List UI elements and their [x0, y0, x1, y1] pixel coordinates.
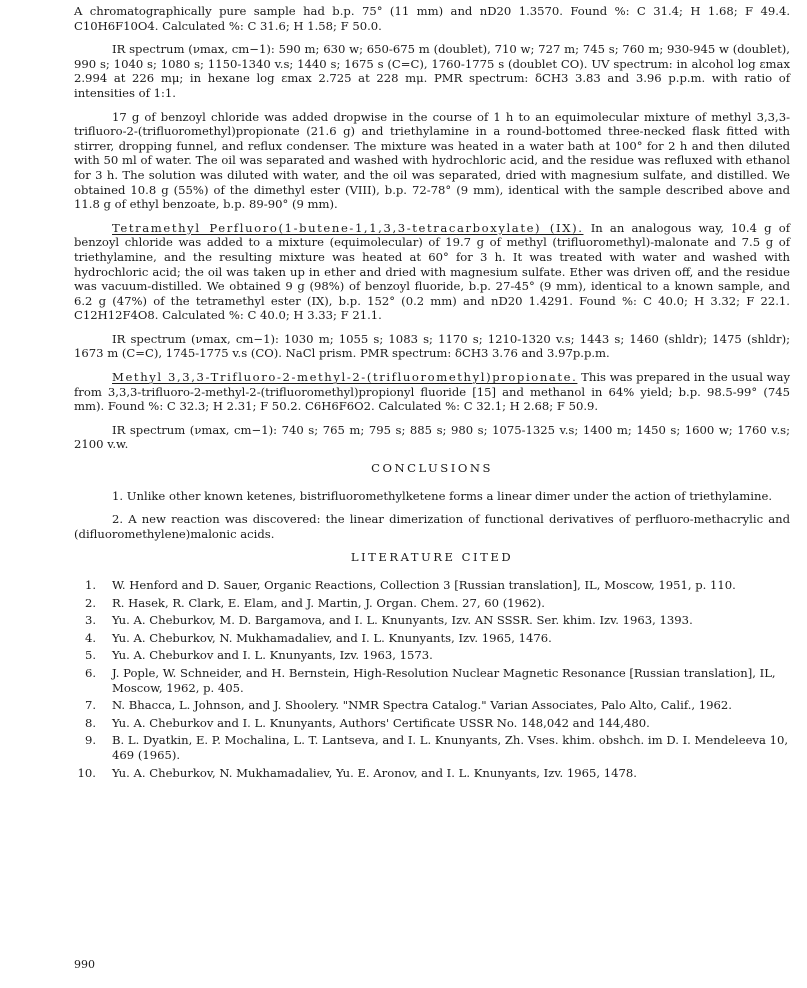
- reference-number: 4.: [84, 630, 96, 645]
- paragraph-compound-ix-spectrum: IR spectrum (νmax, cm−1): 1030 m; 1055 s; 1083 s; 1170 s; 1210-1320 v.s; 1443 s; 1460 (shldr); 1475 (shldr); 1673 m (C=C), 1745-1775 v.s (CO). NaCl prism. PMR spectrum: δCH3 3.76 and 3.97p.p.m.: [74, 331, 790, 361]
- reference-number: 6.: [84, 665, 96, 680]
- reference-text: R. Hasek, R. Clark, E. Elam, and J. Martin, J. Organ. Chem. 27, 60 (1962).: [112, 595, 545, 610]
- reference-text: N. Bhacca, L. Johnson, and J. Shoolery. "NMR Spectra Catalog." Varian Associates, Palo Alto, Calif., 1962.: [112, 698, 732, 713]
- reference-number: 5.: [84, 648, 96, 663]
- reference-item: [74, 578, 790, 593]
- reference-item: [74, 631, 790, 646]
- reference-item: [74, 716, 790, 731]
- reference-item: [74, 733, 790, 762]
- conclusion-item-2: 2. A new reaction was discovered: the linear dimerization of functional derivatives of perfluoro-methacrylic and (difluoromethylene)malonic acids.: [74, 512, 790, 541]
- reference-item: [74, 596, 790, 611]
- reference-text: Yu. A. Cheburkov, M. D. Bargamova, and I. L. Knunyants, Izv. AN SSSR. Ser. khim. Izv. 1963, 1393.: [112, 613, 693, 628]
- compound-ix-title: Tetramethyl Perfluoro(1-butene-1,1,3,3-tetracarboxylate) (IX).: [112, 220, 584, 235]
- paragraph-benzoyl-procedure: 17 g of benzoyl chloride was added dropwise in the course of 1 h to an equimolecular mixture of methyl 3,3,3-trifluoro-2-(trifluoromethyl)propionate (21.6 g) and triethylamine in a round-bottomed three-necked flask fitted with stirrer, dropping funnel, and reflux condenser. The mixture was heated in a water bath at 100° for 2 h and then diluted with 50 ml of water. The oil was separated and washed with hydrochloric acid, and the residue was refluxed with ethanol for 3 h. The solution was diluted with water, and the oil was separated, dried with magnesium sulfate, and distilled. We obtained 10.8 g (55%) of the dimethyl ester (VIII), b.p. 72-78° (9 mm), identical with the sample described above and 11.8 g of ethyl benzoate, b.p. 89-90° (9 mm).: [74, 109, 790, 212]
- page-number: 990: [74, 958, 95, 971]
- reference-number: 8.: [84, 715, 96, 730]
- reference-number: 10.: [77, 765, 96, 780]
- reference-text: W. Henford and D. Sauer, Organic Reactions, Collection 3 [Russian translation], IL, Moscow, 1951, p. 110.: [112, 578, 736, 592]
- compound-ix-body: In an analogous way, 10.4 g of benzoyl chloride was added to a mixture (equimolecular) of 19.7 g of methyl (trifluoromethyl)-malonate and 7.5 g of triethylamine, and the resulting mixture was heated at 60° for 3 h. It was treated with water and washed with hydrochloric acid; the oil was taken up in ether and dried with magnesium sulfate. Ether was driven off, and the residue was vacuum-distilled. We obtained 9 g (98%) of benzoyl fluoride, b.p. 27-45° (9 mm), identical to a known sample, and 6.2 g (47%) of the tetramethyl ester (IX), b.p. 152° (0.2 mm) and nD20 1.4291. Found %: C 40.0; H 3.32; F 22.1. C12H12F4O8. Calculated %: C 40.0; H 3.33; F 21.1.: [74, 220, 791, 323]
- reference-number: 3.: [84, 613, 96, 628]
- reference-item: [74, 666, 790, 695]
- literature-heading: LITERATURE CITED: [350, 550, 514, 565]
- conclusion-item-1: 1. Unlike other known ketenes, bistrifluoromethylketene forms a linear dimer under the action of triethylamine.: [112, 488, 773, 503]
- paragraph-methyl-ester: [74, 370, 790, 414]
- reference-text: B. L. Dyatkin, E. P. Mochalina, L. T. Lantseva, and I. L. Knunyants, Zh. Vses. khim. obshch. im D. I. Mendeleeva 10, 469 (1965).: [112, 733, 789, 762]
- reference-item: [74, 766, 790, 781]
- reference-text: Yu. A. Cheburkov and I. L. Knunyants, Authors' Certificate USSR No. 148,042 and 144,480.: [112, 715, 650, 730]
- paragraph-physical-data: A chromatographically pure sample had b.p. 75° (11 mm) and nD20 1.3570. Found %: C 31.4; H 1.68; F 49.4. C10H6F10O4. Calculated %: C 31.6; H 1.58; F 50.0.: [74, 4, 790, 33]
- paragraph-methyl-ester-spectrum: IR spectrum (νmax, cm−1): 740 s; 765 m; 795 s; 885 s; 980 s; 1075-1325 v.s; 1400 m; 1450 s; 1600 w; 1760 v.s; 2100 v.w.: [74, 422, 790, 452]
- reference-text: Yu. A. Cheburkov, N. Mukhamadaliev, and I. L. Knunyants, Izv. 1965, 1476.: [112, 630, 552, 645]
- reference-text: Yu. A. Cheburkov, N. Mukhamadaliev, Yu. E. Aronov, and I. L. Knunyants, Izv. 1965, 1478.: [112, 765, 637, 780]
- reference-number: 7.: [84, 698, 96, 713]
- methyl-ester-body: This was prepared in the usual way from 3,3,3-trifluoro-2-methyl-2-(trifluoromethyl)propionyl fluoride [15] and methanol in 64% yield; b.p. 98.5-99° (745 mm). Found %: C 32.3; H 2.31; F 50.2. C6H6F6O2. Calculated %: C 32.1; H 2.68; F 50.9.: [74, 370, 791, 414]
- paragraph-ir-uv-pmr: IR spectrum (νmax, cm−1): 590 m; 630 w; 650-675 m (doublet), 710 w; 727 m; 745 s; 760 m; 930-945 w (doublet), 990 s; 1040 s; 1080 s; 1150-1340 v.s; 1440 s; 1675 s (C=C), 1760-1775 s (doublet CO). UV spectrum: in alcohol log εmax 2.994 at 226 mμ; in hexane log εmax 2.725 at 228 mμ. PMR spectrum: δCH3 3.83 and 3.96 p.p.m. with ratio of intensities of 1:1.: [74, 42, 790, 100]
- reference-item: [74, 613, 790, 628]
- conclusions-heading: CONCLUSIONS: [371, 461, 493, 476]
- reference-number: 2.: [84, 595, 96, 610]
- paragraph-compound-ix: [74, 221, 790, 323]
- reference-item: [74, 698, 790, 713]
- reference-item: [74, 648, 790, 663]
- reference-number: 9.: [84, 733, 96, 748]
- reference-list: [74, 578, 790, 780]
- reference-text: Yu. A. Cheburkov and I. L. Knunyants, Izv. 1963, 1573.: [112, 648, 433, 663]
- methyl-ester-title: Methyl 3,3,3-Trifluoro-2-methyl-2-(trifluoromethyl)propionate.: [112, 370, 578, 385]
- reference-number: 1.: [84, 578, 96, 592]
- paper-page: [74, 4, 790, 783]
- reference-text: J. Pople, W. Schneider, and H. Bernstein, High-Resolution Nuclear Magnetic Resonance [Russian translation], IL, Moscow, 1962, p. 405.: [112, 665, 776, 695]
